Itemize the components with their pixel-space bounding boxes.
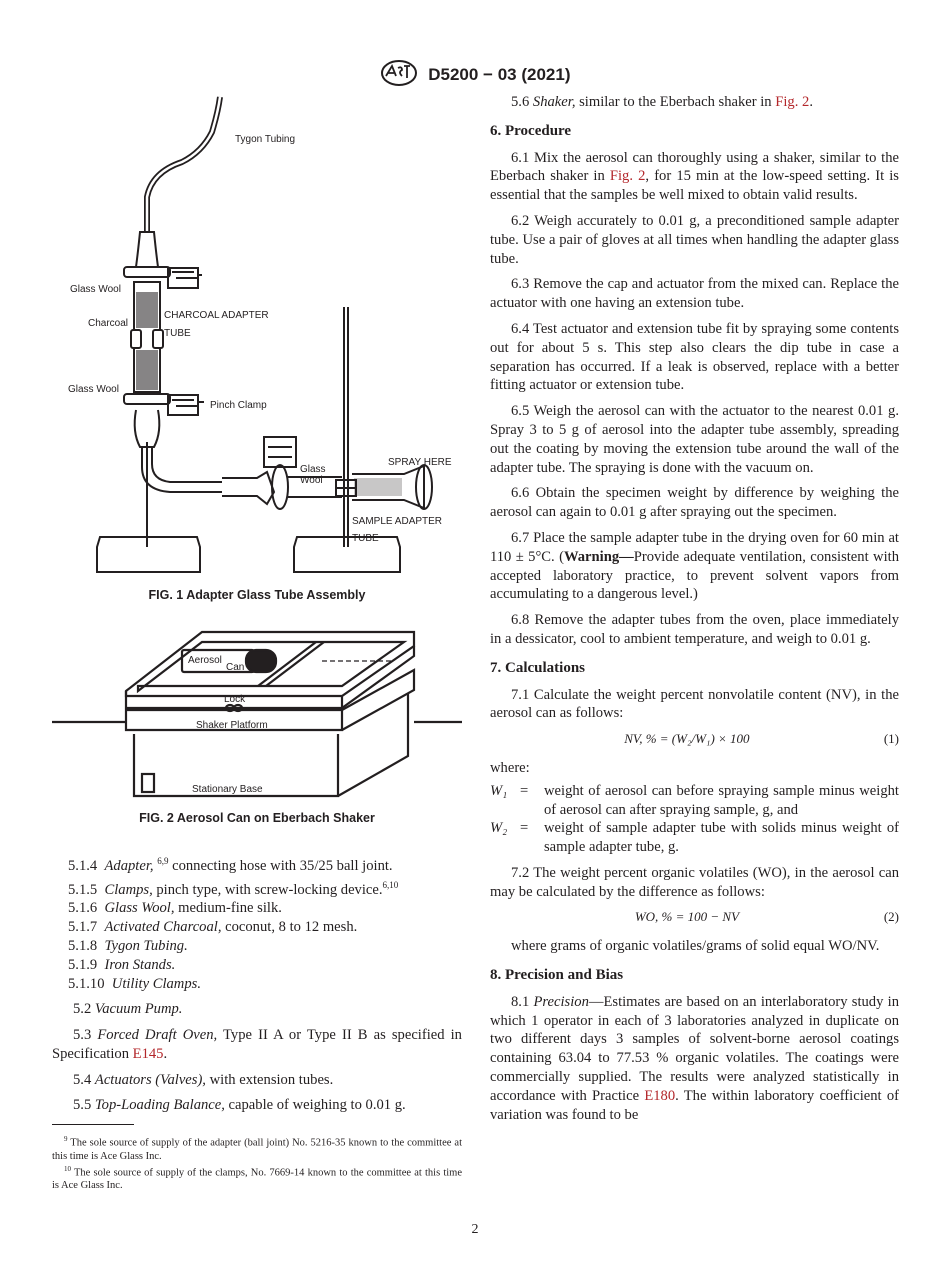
list-item: 5.1.8 Tygon Tubing. bbox=[68, 937, 188, 954]
equation-2: WO, % = 100 − NV (2) bbox=[634, 909, 899, 925]
right-column bbox=[490, 93, 899, 1131]
figure-1 bbox=[52, 92, 462, 582]
footnotes bbox=[52, 1133, 462, 1192]
para-6-1: 6.1 Mix the aerosol can thoroughly using a shaker, similar to the Eberbach shaker in Fig. 2, for 15 min at the low-speed setting. It is essential that the samples be well mixed to obtain valid results. bbox=[490, 149, 899, 204]
para-5-6: 5.6 Shaker, similar to the Eberbach shaker in Fig. 2. bbox=[511, 94, 813, 110]
lock-label: Lock bbox=[224, 694, 246, 705]
list-item: 5.1.5 Clamps, pinch type, with screw-locking device.$^{6,10}$ bbox=[68, 879, 399, 898]
definition-w1: W₁ = weight of aerosol can before spraying sample minus weight of aerosol can after spraying sample, g, and bbox=[490, 782, 899, 818]
list-item: 5.1.4 Adapter, $^{6,9}$ connecting hose with 35/25 ball joint. bbox=[68, 856, 393, 874]
sample-tube-label: TUBE bbox=[352, 533, 379, 544]
list-item: 5.1.7 Activated Charcoal, coconut, 8 to 12 mesh. bbox=[68, 919, 358, 936]
para-7-1: 7.1 Calculate the weight percent nonvolatile content (NV), in the aerosol can as follows: bbox=[490, 686, 899, 722]
list-item: 5.1.9 Iron Stands. bbox=[68, 956, 176, 973]
para-5-5: 5.5 Top-Loading Balance, capable of weighing to 0.01 g. bbox=[73, 1097, 406, 1114]
where-label: where: bbox=[490, 759, 530, 776]
document-designation: D5200 − 03 (2021) bbox=[428, 64, 571, 84]
para-5-2: 5.2 Vacuum Pump. bbox=[73, 1001, 183, 1018]
para-6-2: 6.2 Weigh accurately to 0.01 g, a preconditioned sample adapter tube. Use a pair of gloves at all times when handling the adapter glass tube. bbox=[490, 212, 899, 267]
left-column bbox=[52, 852, 462, 1122]
para-6-7: 6.7 Place the sample adapter tube in the drying oven for 60 min at 110 ± 5°C. (Warning—Provide adequate ventilation, consistent with accepted laboratory practice, to prevent solvent vapors from accumulating to a dangerous level.) bbox=[490, 529, 899, 603]
glass-wool-top-label: Glass Wool bbox=[70, 284, 121, 295]
para-5-3: 5.3 Forced Draft Oven, Type II A or Type II B as specified in Specification E145. bbox=[52, 1027, 462, 1062]
list-item: 5.1.10 Utility Clamps. bbox=[68, 975, 201, 992]
section-7-heading: 7. Calculations bbox=[490, 659, 586, 676]
para-5-4: 5.4 Actuators (Valves), with extension tubes. bbox=[73, 1071, 334, 1088]
fig2-link[interactable]: Fig. 2 bbox=[775, 94, 810, 110]
list-item: 5.1.6 Glass Wool, medium-fine silk. bbox=[68, 900, 282, 917]
footnote-10: $^{10}$ The sole source of supply of the clamps, No. 7669-14 known to the committee at this time is Ace Glass Inc. bbox=[52, 1164, 462, 1191]
fig2-link[interactable]: Fig. 2 bbox=[609, 168, 646, 185]
fig2-drawing bbox=[52, 626, 462, 806]
document-header bbox=[0, 60, 950, 91]
equation-1: NV, % = (W₂/W₁) × 100 (1) bbox=[624, 731, 899, 747]
sample-adapter-label: SAMPLE ADAPTER bbox=[352, 516, 443, 527]
para-7-2-cont: where grams of organic volatiles/grams of solid equal WO/NV. bbox=[511, 938, 880, 955]
para-7-2: 7.2 The weight percent organic volatiles (WO), in the aerosol can may be calculated by the difference as follows: bbox=[490, 864, 899, 900]
can-label: Can bbox=[226, 662, 245, 673]
e180-link[interactable]: E180 bbox=[644, 1087, 676, 1104]
page-number: 2 bbox=[471, 1222, 479, 1237]
charcoal-tube-label: TUBE bbox=[164, 328, 191, 339]
apparatus-list bbox=[52, 852, 462, 993]
charcoal-label: Charcoal bbox=[88, 318, 129, 329]
para-6-3: 6.3 Remove the cap and actuator from the mixed can. Replace the actuator with one having an extension tube. bbox=[490, 276, 899, 312]
shaker-platform-label: Shaker Platform bbox=[196, 720, 268, 731]
aerosol-label: Aerosol bbox=[188, 655, 222, 666]
fig1-caption: FIG. 1 Adapter Glass Tube Assembly bbox=[148, 588, 366, 602]
para-6-5: 6.5 Weigh the aerosol can with the actuator to the nearest 0.01 g. Spray 3 to 5 g of aerosol into the adapter tube assembly, spreading out the coating by moving the extension tube around the wall of the adapter tube. The spraying is done with the vacuum on. bbox=[490, 403, 899, 476]
astm-logo-icon bbox=[380, 60, 418, 91]
e145-link[interactable]: E145 bbox=[132, 1045, 164, 1062]
fig1-drawing bbox=[52, 92, 462, 582]
section-6-heading: 6. Procedure bbox=[490, 122, 572, 139]
glass-label: Glass bbox=[300, 464, 326, 475]
figure-2 bbox=[52, 626, 462, 806]
para-6-8: 6.8 Remove the adapter tubes from the oven, place immediately in a dessicator, cool to ambient temperature, and weigh to 0.01 g. bbox=[490, 612, 899, 647]
para-6-6: 6.6 Obtain the specimen weight by difference by weighing the aerosol can again to 0.01 g after spraying out the specimen. bbox=[490, 485, 899, 521]
pinch-clamp-label: Pinch Clamp bbox=[210, 400, 267, 411]
definition-w2: W₂ = weight of sample adapter tube with solids minus weight of sample adapter tube, g. bbox=[490, 820, 899, 856]
tygon-label: Tygon Tubing bbox=[235, 134, 296, 145]
charcoal-adapter-label: CHARCOAL ADAPTER bbox=[164, 310, 269, 321]
stationary-base-label: Stationary Base bbox=[192, 784, 263, 795]
footnote-rule bbox=[52, 1124, 134, 1125]
wool-label: Wool bbox=[300, 475, 323, 486]
glass-wool-bottom-label: Glass Wool bbox=[68, 384, 119, 395]
para-6-4: 6.4 Test actuator and extension tube fit by spraying some contents out for about 5 s. This step also clears the dip tube in case a separation has occurred. If a leak is observed, replace with a better fitting actuator or extension tube. bbox=[490, 320, 899, 394]
section-8-heading: 8. Precision and Bias bbox=[490, 967, 624, 984]
para-8-1: 8.1 Precision—Estimates are based on an interlaboratory study in which 1 operator in each of 3 laboratories analyzed in duplicate on two different days 3 samples of solvent-borne aerosol coatings containing 63.04 to 77.53 % organic volatiles. The coatings were commercially supplied. The results were analyzed statistically in accordance with Practice E180. The within laboratory coefficient of variation was found to be bbox=[490, 993, 899, 1123]
spray-here-label: SPRAY HERE bbox=[388, 457, 452, 468]
fig2-caption: FIG. 2 Aerosol Can on Eberbach Shaker bbox=[139, 811, 375, 825]
footnote-9: $^9$ The sole source of supply of the adapter (ball joint) No. 5216-35 known to the committee at this time is Ace Glass Inc. bbox=[52, 1135, 462, 1162]
